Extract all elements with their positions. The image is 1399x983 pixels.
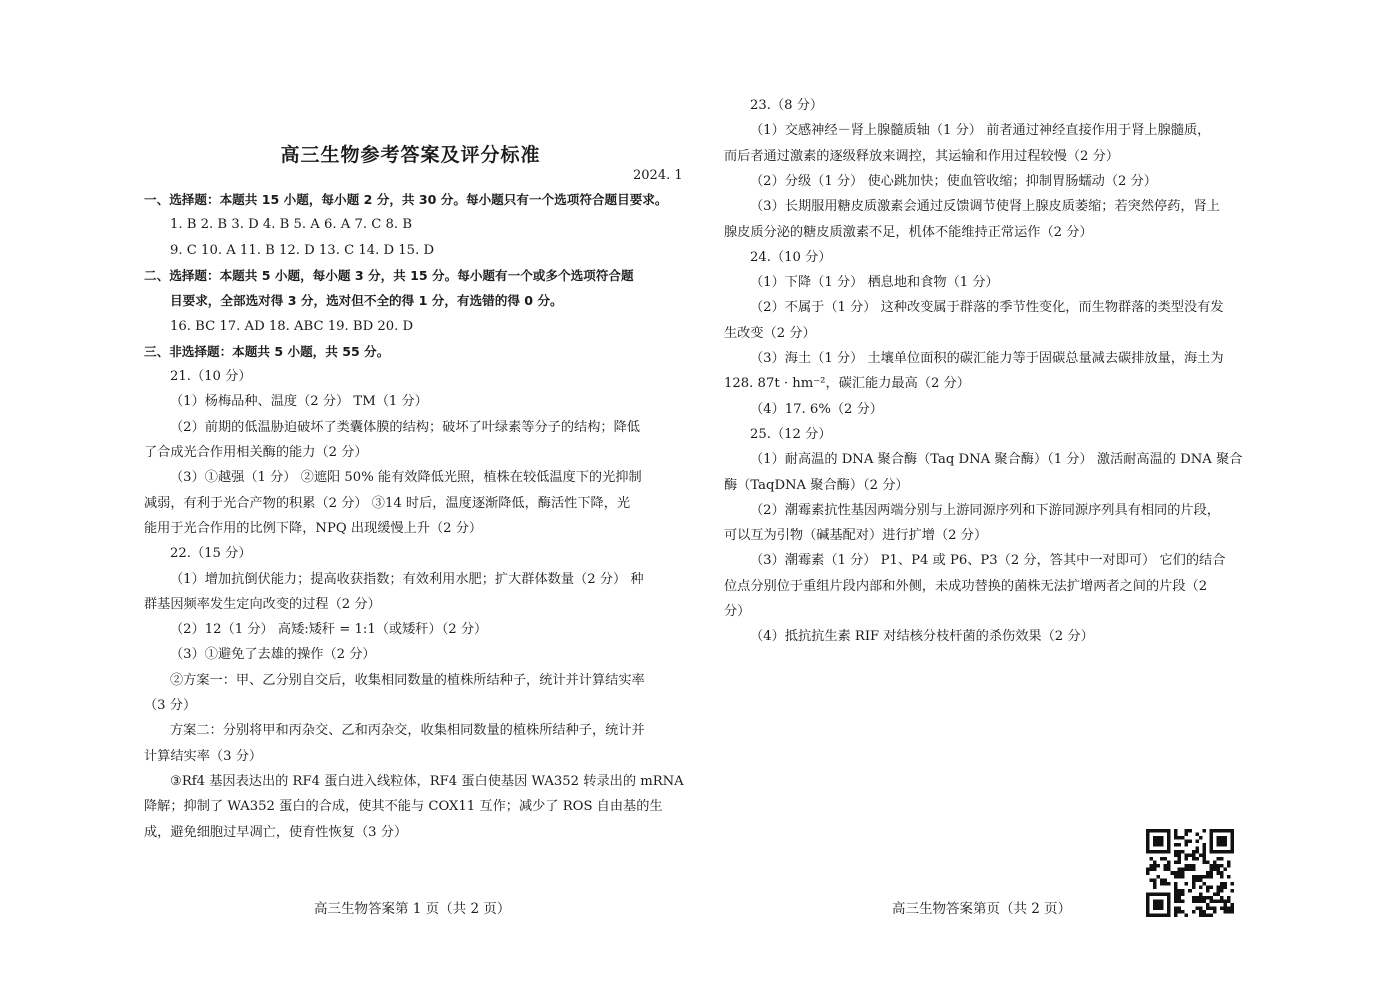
text-line: （1）耐高温的 DNA 聚合酶（Taq DNA 聚合酶）（1 分） 激活耐高温的 DNA 聚合 [750,452,1243,468]
text-line: 22.（15 分） [170,546,252,562]
text-line: 方案二：分别将甲和丙杂交、乙和丙杂交，收集相同数量的植株所结种子，统计并 [170,723,645,739]
qr-code-icon[interactable] [1146,829,1234,917]
text-line: （1）交感神经－肾上腺髓质轴（1 分） 前者通过神经直接作用于肾上腺髓质， [750,123,1211,139]
text-line: （2）12（1 分） 高矮:矮秆 = 1:1（或矮秆）（2 分） [170,622,488,638]
text-line: 酶（TaqDNA 聚合酶）（2 分） [724,477,909,493]
text-line: （2）前期的低温胁迫破坏了类囊体膜的结构；破坏了叶绿素等分子的结构；降低 [170,419,640,435]
text-line: ③Rf4 基因表达出的 RF4 蛋白进入线粒体，RF4 蛋白使基因 WA352 转录出的 mRNA [170,773,684,789]
text-line: （3）①越强（1 分） ②遮阳 50% 能有效降低光照，植株在较低温度下的光抑制 [170,470,642,486]
text-line: （3）海土（1 分） 土壤单位面积的碳汇能力等于固碳总量减去碳排放量，海土为 [750,351,1224,366]
text-line: （4）17. 6%（2 分） [750,401,883,417]
text-line: 21.（10 分） [170,369,252,385]
text-line: 二、选择题：本题共 5 小题，每小题 3 分，共 15 分。每小题有一个或多个选项符合题 [144,267,634,283]
text-line: （3）潮霉素（1 分） P1、P4 或 P6、P3（2 分，答其中一对即可） 它们的结合 [750,553,1226,569]
text-line: 生改变（2 分） [724,325,816,341]
text-line: （3）长期服用糖皮质激素会通过反馈调节使肾上腺皮质萎缩；若突然停药，肾上 [750,199,1220,215]
text-line: 目要求，全部选对得 3 分，选对但不全的得 1 分，有选错的得 0 分。 [170,293,563,309]
footer-page-2: 高三生物答案第页（共 2 页） [892,901,1072,917]
text-line: 25.（12 分） [750,426,832,442]
text-line: 计算结实率（3 分） [144,748,263,764]
text-line: （2）潮霉素抗性基因两端分别与上游同源序列和下游同源序列具有相同的片段， [750,502,1220,518]
text-line: （1）增加抗倒伏能力；提高收获指数；有效利用水肥；扩大群体数量（2 分） 种 [170,571,644,587]
text-line: 降解；抑制了 WA352 蛋白的合成，使其不能与 COX11 互作；减少了 ROS 自由基的生 [144,799,663,815]
text-line: （2）分级（1 分） 使心跳加快；使血管收缩；抑制胃肠蠕动（2 分） [750,173,1157,189]
text-line: 23.（8 分） [750,98,824,113]
text-line: （1）下降（1 分） 栖息地和食物（1 分） [750,275,999,291]
text-line: （3 分） [144,698,197,713]
text-line: 群基因频率发生定向改变的过程（2 分） [144,596,381,612]
text-line: 24.（10 分） [750,249,832,265]
text-line: 128. 87t · hm⁻²，碳汇能力最高（2 分） [724,376,970,392]
page-title: 高三生物参考答案及评分标准 [280,144,541,166]
text-line: 而后者通过激素的逐级释放来调控，其运输和作用过程较慢（2 分） [724,148,1120,164]
text-line: 能用于光合作用的比例下降，NPQ 出现缓慢上升（2 分） [144,520,483,536]
exam-date: 2024. 1 [633,168,683,183]
text-line: 1. B 2. B 3. D 4. B 5. A 6. A 7. C 8. B [170,217,413,233]
text-line: （1）杨梅品种、温度（2 分） TM（1 分） [170,394,428,410]
text-line: 减弱，有利于光合产物的积累（2 分） ③14 时后，温度逐渐降低，酶活性下降，光 [144,495,631,511]
text-line: 三、非选择题：本题共 5 小题，共 55 分。 [144,343,390,359]
text-line: 16. BC 17. AD 18. ABC 19. BD 20. D [170,318,414,334]
text-line: （3）①避免了去雄的操作（2 分） [170,647,376,663]
text-line: 成，避免细胞过早凋亡，使育性恢复（3 分） [144,824,408,840]
text-line: 可以互为引物（碱基配对）进行扩增（2 分） [724,528,988,544]
text-line: （4）抵抗抗生素 RIF 对结核分枝杆菌的杀伤效果（2 分） [750,629,1094,645]
text-line: ②方案一：甲、乙分别自交后，收集相同数量的植株所结种子，统计并计算结实率 [170,672,645,688]
text-line: 位点分别位于重组片段内部和外侧，未成功替换的菌株无法扩增两者之间的片段（2 [724,578,1208,594]
footer-page-1: 高三生物答案第 1 页（共 2 页） [314,901,511,917]
text-line: 分） [724,604,751,619]
text-line: （2）不属于（1 分） 这种改变属于群落的季节性变化，而生物群落的类型没有发 [750,300,1224,316]
text-line: 一、选择题：本题共 15 小题，每小题 2 分，共 30 分。每小题只有一个选项符合题目要求。 [144,192,668,207]
text-line: 腺皮质分泌的糖皮质激素不足，机体不能维持正常运作（2 分） [724,224,1093,240]
text-line: 9. C 10. A 11. B 12. D 13. C 14. D 15. D [170,242,435,258]
text-line: 了合成光合作用相关酶的能力（2 分） [144,445,368,460]
